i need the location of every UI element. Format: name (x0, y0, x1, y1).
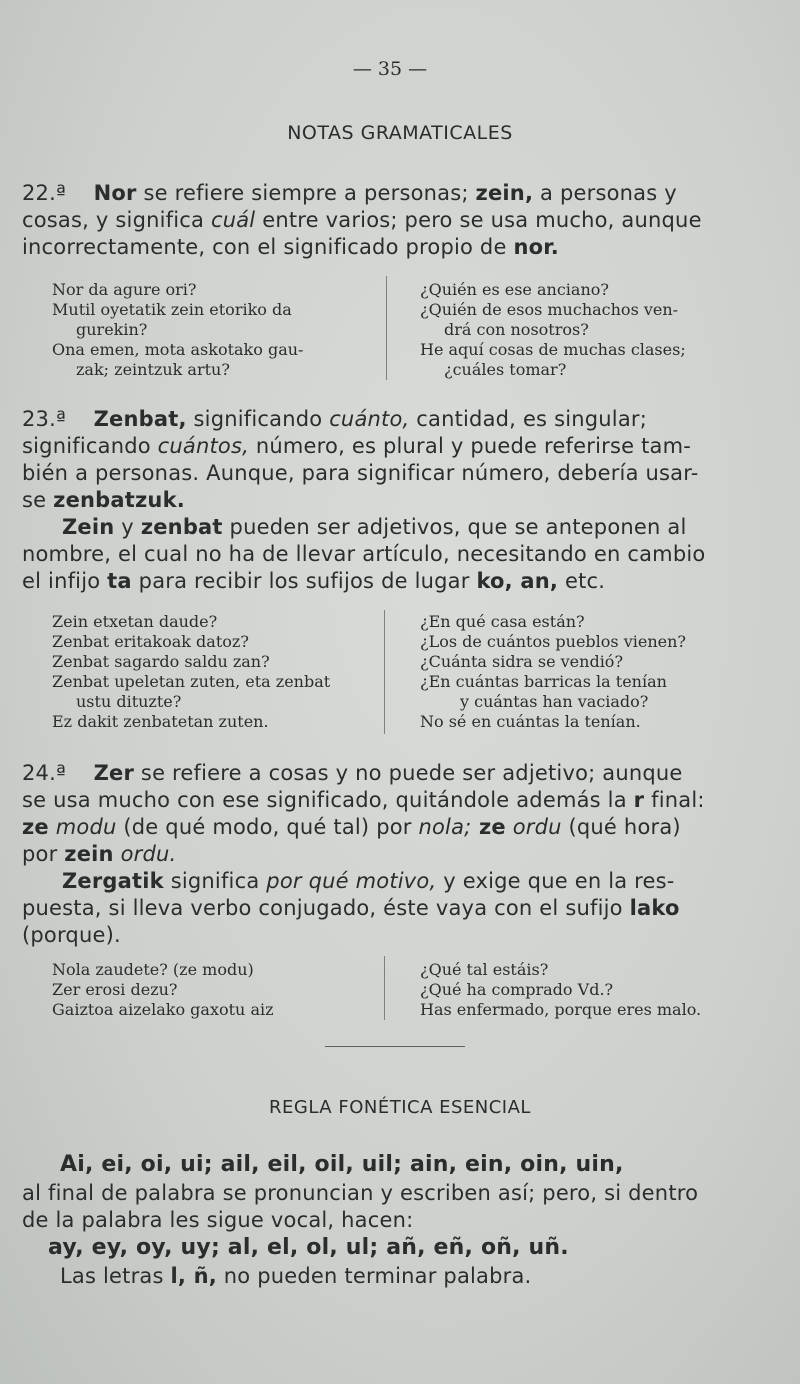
column-divider (386, 276, 387, 380)
paragraph-24-line-4: por zein ordu. (22, 842, 177, 866)
rule-line-3: de la palabra les sigue vocal, hacen: (22, 1208, 414, 1232)
paragraph-23-line-7: el infijo ta para recibir los sufijos de lugar ko, an, etc. (22, 569, 606, 593)
paragraph-24-line-5: Zergatik significa por qué motivo, y exige que en la res- (62, 869, 675, 893)
paragraph-23-line-4: se zenbatzuk. (22, 488, 185, 512)
paragraph-24-line-6: puesta, si lleva verbo conjugado, éste vaya con el sufijo lako (22, 896, 680, 920)
rule-line-5: Las letras l, ñ, no pueden terminar palabra. (60, 1264, 532, 1288)
paragraph-24-line-7: (porque). (22, 923, 121, 947)
section-divider (325, 1046, 465, 1047)
column-divider (384, 610, 385, 734)
paragraph-22-line-3: incorrectamente, con el significado propio de nor. (22, 235, 559, 259)
examples-23-spanish: ¿En qué casa están? ¿Los de cuántos pueblos vienen? ¿Cuánta sidra se vendió? ¿En cuántas barricas la tenían y cuántas han vaciado? No sé en cuántas la tenían. (420, 612, 686, 731)
paragraph-24-line-2: se usa mucho con ese significado, quitándole además la r final: (22, 788, 705, 812)
paragraph-24-line-1: 24.ª Zer se refiere a cosas y no puede ser adjetivo; aunque (22, 761, 683, 785)
section-title: NOTAS GRAMATICALES (287, 122, 513, 144)
examples-22-basque: Nor da agure ori? Mutil oyetatik zein etoriko da gurekin? Ona emen, mota askotako gau- zak; zeintzuk artu? (52, 280, 304, 379)
paragraph-23-line-2: significando cuántos, número, es plural y puede referirse tam- (22, 434, 692, 458)
paragraph-22-line-1: 22.ª Nor se refiere siempre a personas; zein, a personas y (22, 181, 677, 205)
page-number: — 35 — (352, 58, 428, 80)
rule-line-1: Ai, ei, oi, ui; ail, eil, oil, uil; ain, ein, oin, uin, (60, 1152, 624, 1177)
paragraph-number: 22.ª (22, 181, 67, 205)
examples-23-basque: Zein etxetan daude? Zenbat eritakoak datoz? Zenbat sagardo saldu zan? Zenbat upeletan zuten, eta zenbat ustu dituzte? Ez dakit zenbatetan zuten. (52, 612, 331, 731)
paragraph-22-line-2: cosas, y significa cuál entre varios; pero se usa mucho, aunque (22, 208, 702, 232)
rule-title: REGLA FONÉTICA ESENCIAL (269, 1097, 531, 1118)
paragraph-23-line-5: Zein y zenbat pueden ser adjetivos, que se anteponen al (62, 515, 687, 539)
examples-24-spanish: ¿Qué tal estáis? ¿Qué ha comprado Vd.? Has enfermado, porque eres malo. (420, 960, 702, 1019)
examples-22-spanish: ¿Quién es ese anciano? ¿Quién de esos muchachos ven- drá con nosotros? He aquí cosas de muchas clases; ¿cuáles tomar? (420, 280, 686, 379)
paragraph-23-line-6: nombre, el cual no ha de llevar artículo, necesitando en cambio (22, 542, 706, 566)
rule-line-4: ay, ey, oy, uy; al, el, ol, ul; añ, eñ, oñ, uñ. (48, 1235, 569, 1260)
column-divider (384, 956, 385, 1020)
paragraph-24-line-3: ze modu (de qué modo, qué tal) por nola; ze ordu (qué hora) (22, 815, 681, 839)
paragraph-23-line-3: bién a personas. Aunque, para significar número, debería usar- (22, 461, 699, 485)
paragraph-23-line-1: 23.ª Zenbat, significando cuánto, cantidad, es singular; (22, 407, 648, 431)
rule-line-2: al final de palabra se pronuncian y escriben así; pero, si dentro (22, 1181, 699, 1205)
examples-24-basque: Nola zaudete? (ze modu) Zer erosi dezu? Gaiztoa aizelako gaxotu aiz (52, 960, 274, 1019)
